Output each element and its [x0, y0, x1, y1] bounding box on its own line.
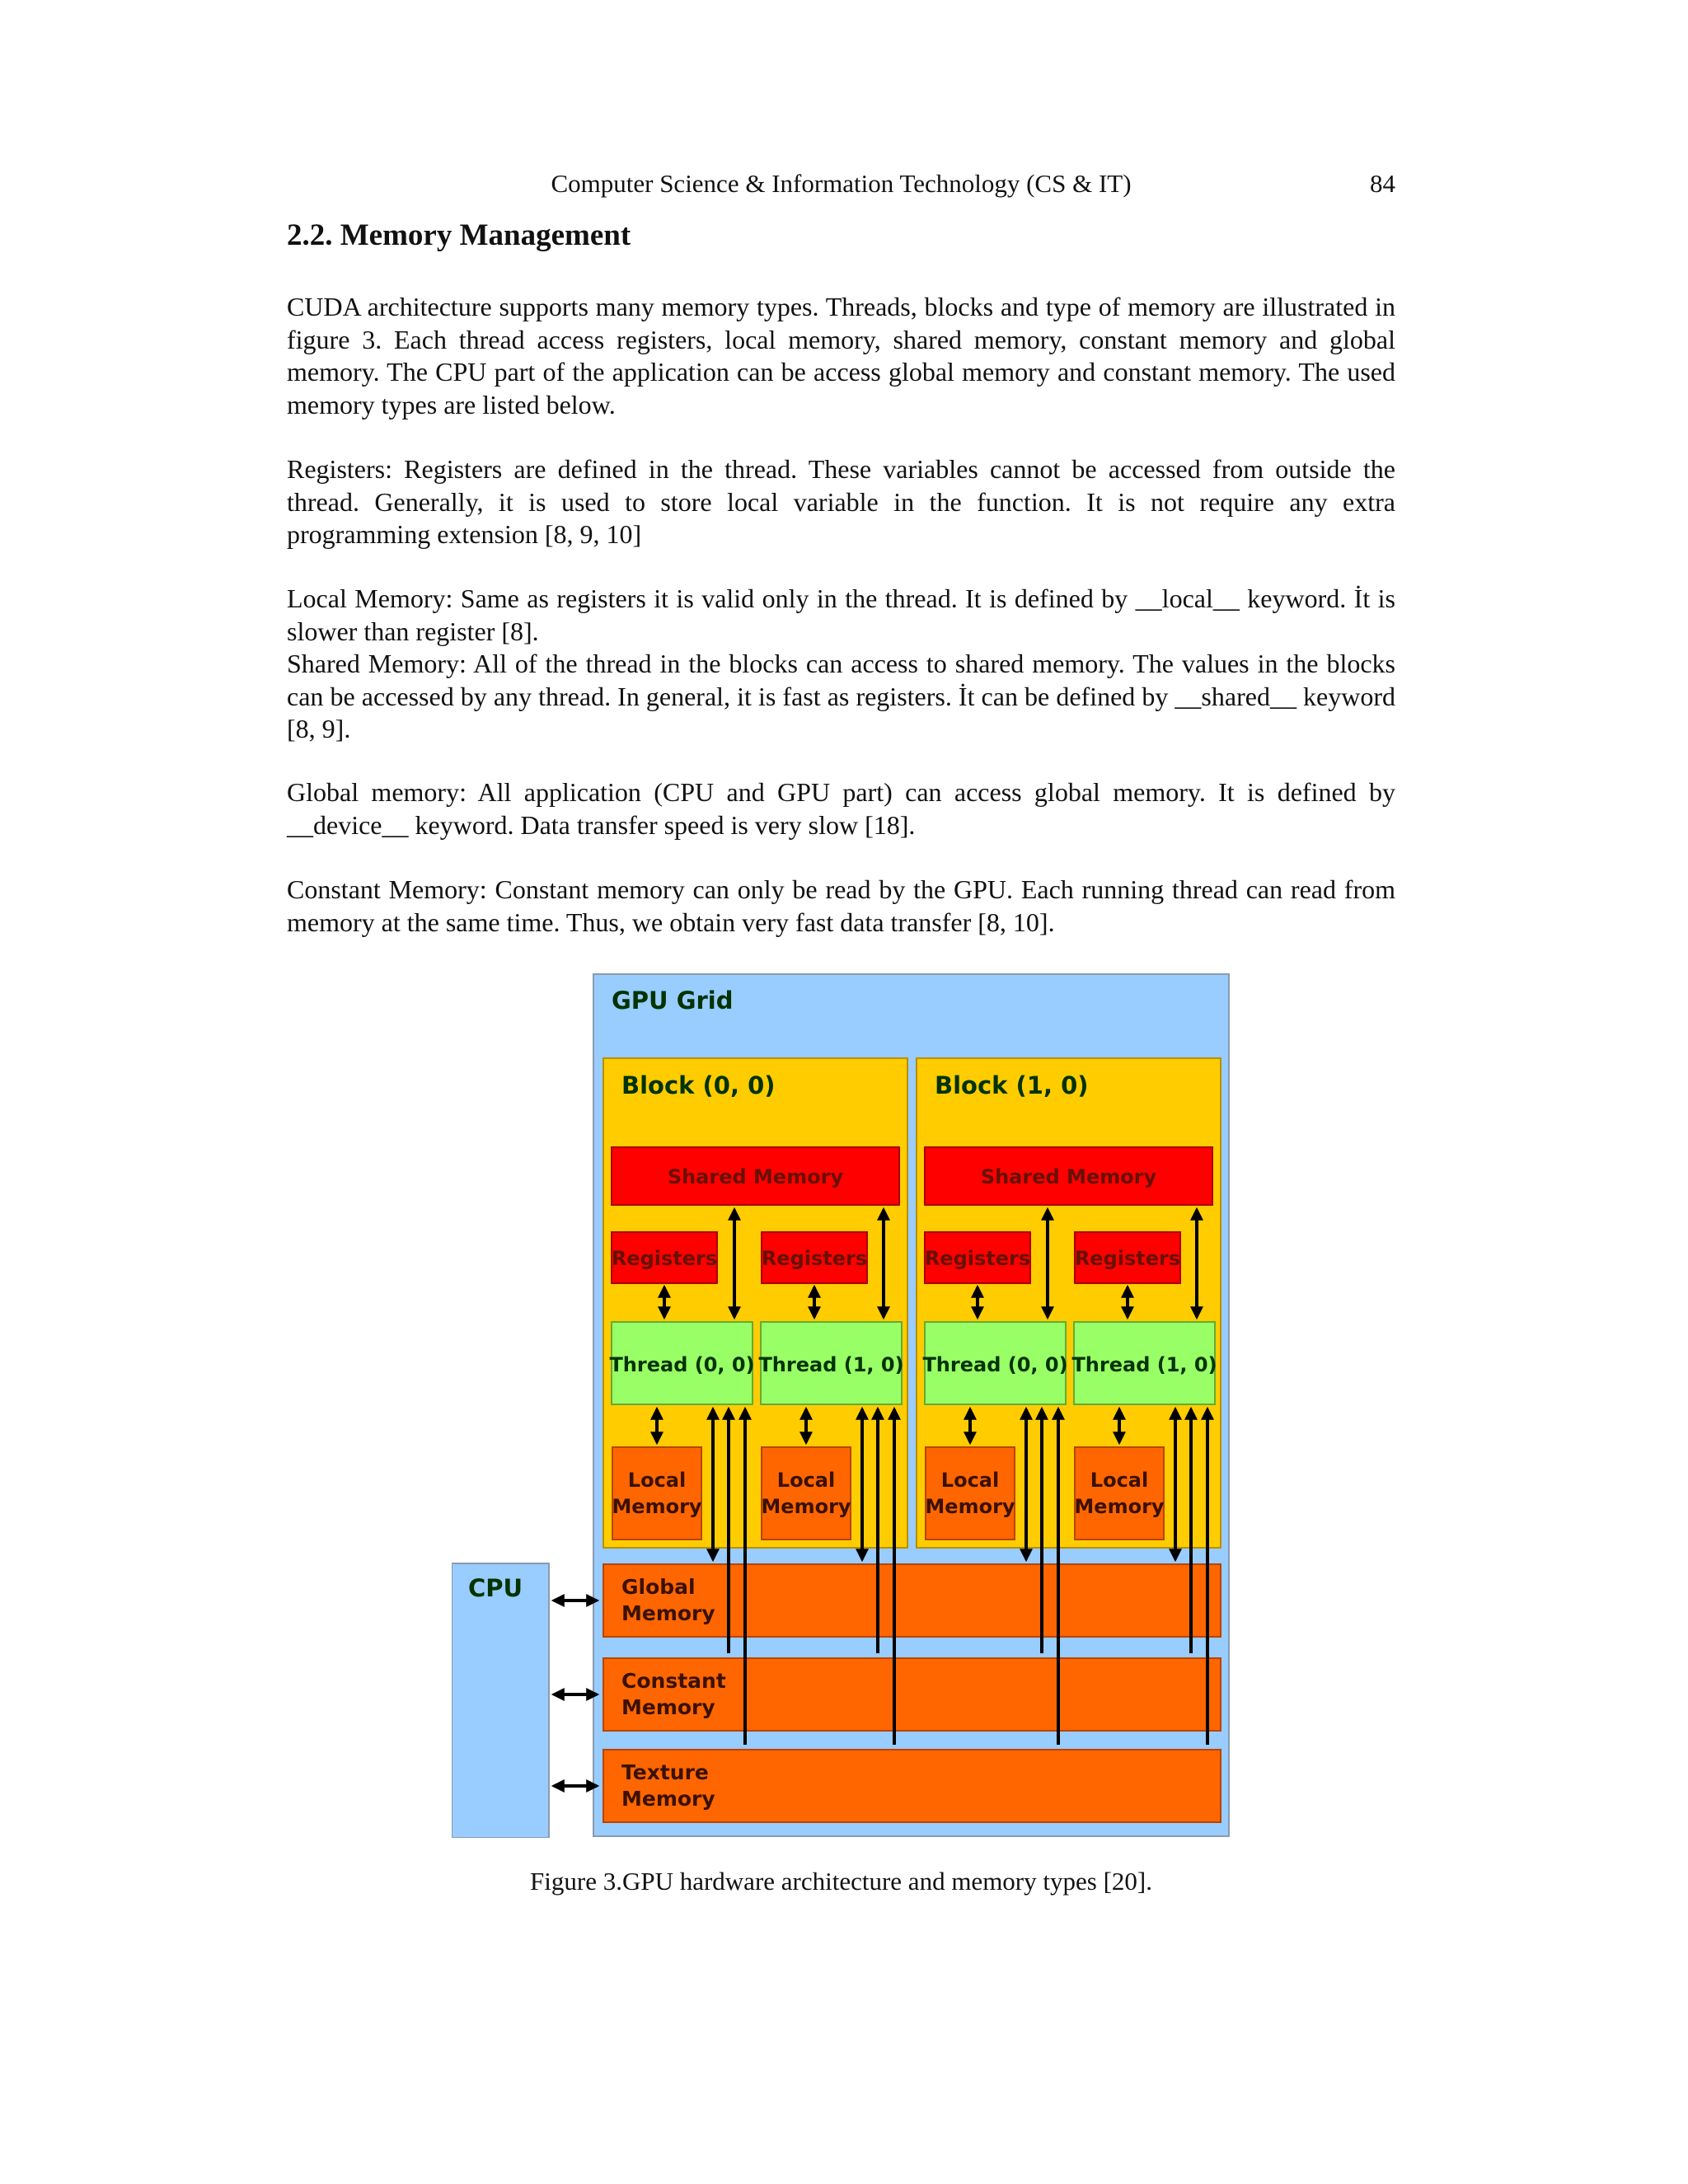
local-memory-box: [762, 1447, 851, 1540]
block-label: Block (1, 0): [935, 1071, 1089, 1099]
local-memory-label: Local: [940, 1469, 1000, 1492]
local-memory-label: Local: [776, 1469, 836, 1492]
section-title: 2.2. Memory Management: [287, 218, 631, 252]
running-head: [287, 169, 1395, 205]
registers-label: Registers: [924, 1247, 1031, 1270]
shared-memory-label: Shared Memory: [667, 1165, 844, 1188]
local-memory-box: [612, 1447, 701, 1540]
global-memory-box: [603, 1564, 1221, 1637]
local-memory-box: [1075, 1447, 1164, 1540]
local-memory-box: [926, 1447, 1015, 1540]
journal-title: Computer Science & Information Technology (CS & IT): [551, 169, 1132, 198]
thread-label: Thread (1, 0): [1071, 1353, 1217, 1376]
local-memory-label: Memory: [761, 1495, 851, 1518]
registers-label: Registers: [1074, 1247, 1181, 1270]
constant-memory-label: Memory: [621, 1695, 715, 1719]
paragraph-intro: CUDA architecture supports many memory types. Threads, blocks and type of memory are illustrated in figure 3. Each thread access registers, local memory, shared memory, constant memory and global memory. The CPU part of the application can be access global memory and constant memory. The used memory types are listed below.: [287, 292, 1395, 419]
thread-label: Thread (0, 0): [922, 1353, 1068, 1376]
thread-label: Thread (0, 0): [609, 1353, 755, 1376]
constant-memory-label: Constant: [621, 1669, 726, 1693]
page-number: 84: [1370, 169, 1395, 198]
registers-label: Registers: [611, 1247, 718, 1270]
figure-caption: Figure 3.GPU hardware architecture and memory types [20].: [530, 1867, 1152, 1896]
texture-memory-label: Texture: [621, 1760, 709, 1784]
local-memory-label: Memory: [925, 1495, 1015, 1518]
gpu-architecture-diagram: [452, 972, 1231, 1838]
gpu-grid-label: GPU Grid: [612, 987, 734, 1015]
local-memory-label: Local: [627, 1469, 687, 1492]
local-memory-label: Memory: [1074, 1495, 1165, 1518]
thread-label: Thread (1, 0): [758, 1353, 904, 1376]
cpu-box: [452, 1563, 549, 1838]
local-memory-label: Local: [1090, 1469, 1149, 1492]
paragraph-registers: Registers: Registers are defined in the thread. These variables cannot be accessed from outside the thread. Generally, it is used to store local variable in the function. It is not require any extra programming extension [8, 9, 10]: [287, 454, 1395, 549]
paragraph-global-memory: Global memory: All application (CPU and GPU part) can access global memory. It is defined by __device__ keyword. Data transfer speed is very slow [18].: [287, 777, 1395, 840]
cpu-label: CPU: [468, 1574, 523, 1602]
paragraph-local-memory: Local Memory: Same as registers it is valid only in the thread. It is defined by __local__ keyword. İt is slower than register [8].: [287, 583, 1395, 646]
figure-gpu-architecture: [452, 972, 1231, 1838]
paragraph-constant-memory: Constant Memory: Constant memory can only be read by the GPU. Each running thread can read from memory at the same time. Thus, we obtain very fast data transfer [8, 10].: [287, 874, 1395, 937]
local-memory-label: Memory: [612, 1495, 702, 1518]
paragraph-shared-memory: Shared Memory: All of the thread in the blocks can access to shared memory. The values in the blocks can be accessed by any thread. In general, it is fast as registers. İt can be defined by __shared__ keyword [8, 9].: [287, 649, 1395, 743]
global-memory-label: Memory: [621, 1601, 715, 1625]
shared-memory-label: Shared Memory: [980, 1165, 1157, 1188]
texture-memory-label: Memory: [621, 1787, 715, 1811]
block-label: Block (0, 0): [621, 1071, 776, 1099]
global-memory-label: Global: [621, 1575, 696, 1599]
registers-label: Registers: [761, 1247, 868, 1270]
